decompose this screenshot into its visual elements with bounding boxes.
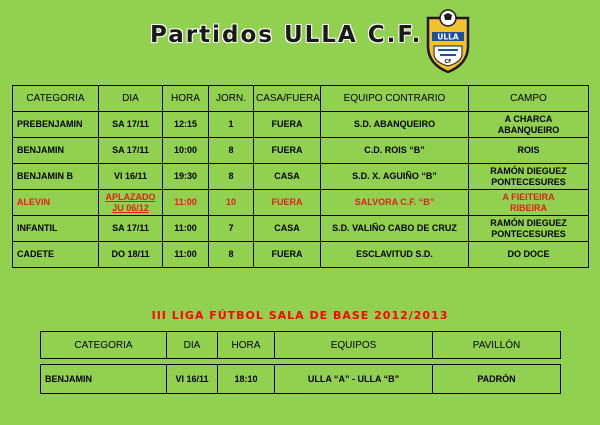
club-crest-logo: [424, 8, 472, 74]
time-cell: 12:15: [163, 112, 209, 138]
opponent-cell: S.D. ABANQUEIRO: [321, 112, 469, 138]
category-cell: BENJAMIN: [41, 365, 167, 394]
home-away-cell: CASA: [254, 164, 321, 190]
category-cell: PREBENJAMIN: [13, 112, 99, 138]
day-cell: [99, 216, 163, 242]
venue-cell: [469, 138, 589, 164]
column-header: DIA: [99, 86, 163, 112]
day-cell-line: VI 16/11: [113, 171, 148, 181]
column-header: EQUIPO CONTRARIO: [321, 86, 469, 112]
venue-cell-line: ABANQUEIRO: [497, 124, 560, 135]
futsal-title: III LIGA FÚTBOL SALA DE BASE 2012/2013: [151, 309, 449, 322]
venue-cell: [469, 190, 589, 216]
round-cell: 8: [209, 164, 254, 190]
column-header: JORN.: [209, 86, 254, 112]
column-header: CATEGORIA: [41, 332, 167, 359]
venue-cell-line: RAMÓN DIEGUEZ: [490, 165, 567, 176]
opponent-cell: C.D. ROIS “B”: [321, 138, 469, 164]
day-cell: [99, 190, 163, 216]
home-away-cell: CASA: [254, 216, 321, 242]
column-header: DIA: [167, 332, 218, 359]
round-cell: 10: [209, 190, 254, 216]
venue-cell: [469, 164, 589, 190]
venue-cell: PADRÓN: [433, 365, 561, 394]
svg-text:CF: CF: [444, 59, 452, 65]
venue-cell-line: ROIS: [517, 145, 540, 155]
column-header: HORA: [163, 86, 209, 112]
category-cell: BENJAMIN B: [13, 164, 99, 190]
time-cell: 11:00: [163, 216, 209, 242]
time-cell: 10:00: [163, 138, 209, 164]
venue-cell-line: RAMÓN DIEGUEZ: [490, 217, 567, 228]
column-header: HORA: [218, 332, 275, 359]
column-header: CATEGORIA: [13, 86, 99, 112]
time-cell: 11:00: [163, 190, 209, 216]
table-row: [13, 242, 589, 268]
day-cell-line: JU 06/12: [112, 202, 149, 213]
venue-cell: [469, 112, 589, 138]
table-row: [13, 216, 589, 242]
venue-cell-line: A CHARCA: [504, 113, 553, 124]
venue-cell-line: A FIEITEIRA: [502, 191, 555, 202]
table-row: [41, 365, 561, 394]
opponent-cell: SALVORA C.F. “B”: [321, 190, 469, 216]
day-cell: VI 16/11: [167, 365, 218, 394]
teams-cell: ULLA “A” - ULLA “B”: [275, 365, 433, 394]
venue-cell-line: PONTECESURES: [491, 228, 566, 239]
round-cell: 7: [209, 216, 254, 242]
category-cell: CADETE: [13, 242, 99, 268]
futsal-table: [40, 331, 561, 394]
time-cell: 19:30: [163, 164, 209, 190]
time-cell: 18:10: [218, 365, 275, 394]
day-cell: [99, 112, 163, 138]
table-row: [13, 112, 589, 138]
category-cell: INFANTIL: [13, 216, 99, 242]
opponent-cell: S.D. VALIÑO CABO DE CRUZ: [321, 216, 469, 242]
home-away-cell: FUERA: [254, 242, 321, 268]
time-cell: 11:00: [163, 242, 209, 268]
day-cell: [99, 164, 163, 190]
day-cell-line: SA 17/11: [112, 223, 149, 233]
day-cell: [99, 138, 163, 164]
venue-cell-line: PONTECESURES: [491, 176, 566, 187]
round-cell: 8: [209, 242, 254, 268]
home-away-cell: FUERA: [254, 138, 321, 164]
svg-text:ULLA: ULLA: [437, 32, 459, 42]
home-away-cell: FUERA: [254, 190, 321, 216]
round-cell: 8: [209, 138, 254, 164]
table-row: [13, 138, 589, 164]
home-away-cell: FUERA: [254, 112, 321, 138]
column-header: PAVILLÓN: [433, 332, 561, 359]
day-cell-line: DO 18/11: [111, 249, 150, 259]
matches-header-row: [13, 86, 589, 112]
day-cell-line: APLAZADO: [105, 191, 156, 202]
column-header: CAMPO: [469, 86, 589, 112]
category-cell: BENJAMIN: [13, 138, 99, 164]
venue-cell-line: RIBEIRA: [509, 202, 547, 213]
table-row: [13, 164, 589, 190]
day-cell: [99, 242, 163, 268]
venue-cell-line: DO DOCE: [507, 249, 550, 259]
table-row: [13, 190, 589, 216]
category-cell: ALEVIN: [13, 190, 99, 216]
opponent-cell: ESCLAVITUD S.D.: [321, 242, 469, 268]
opponent-cell: S.D. X. AGUIÑO “B”: [321, 164, 469, 190]
column-header: CASA/FUERA: [254, 86, 321, 112]
column-header: EQUIPOS: [275, 332, 433, 359]
day-cell-line: SA 17/11: [112, 119, 149, 129]
page-title: Partidos ULLA C.F.: [150, 22, 423, 48]
matches-table: [12, 85, 589, 268]
day-cell-line: SA 17/11: [112, 145, 149, 155]
futsal-header-row: [41, 332, 561, 359]
venue-cell: [469, 242, 589, 268]
venue-cell: [469, 216, 589, 242]
round-cell: 1: [209, 112, 254, 138]
